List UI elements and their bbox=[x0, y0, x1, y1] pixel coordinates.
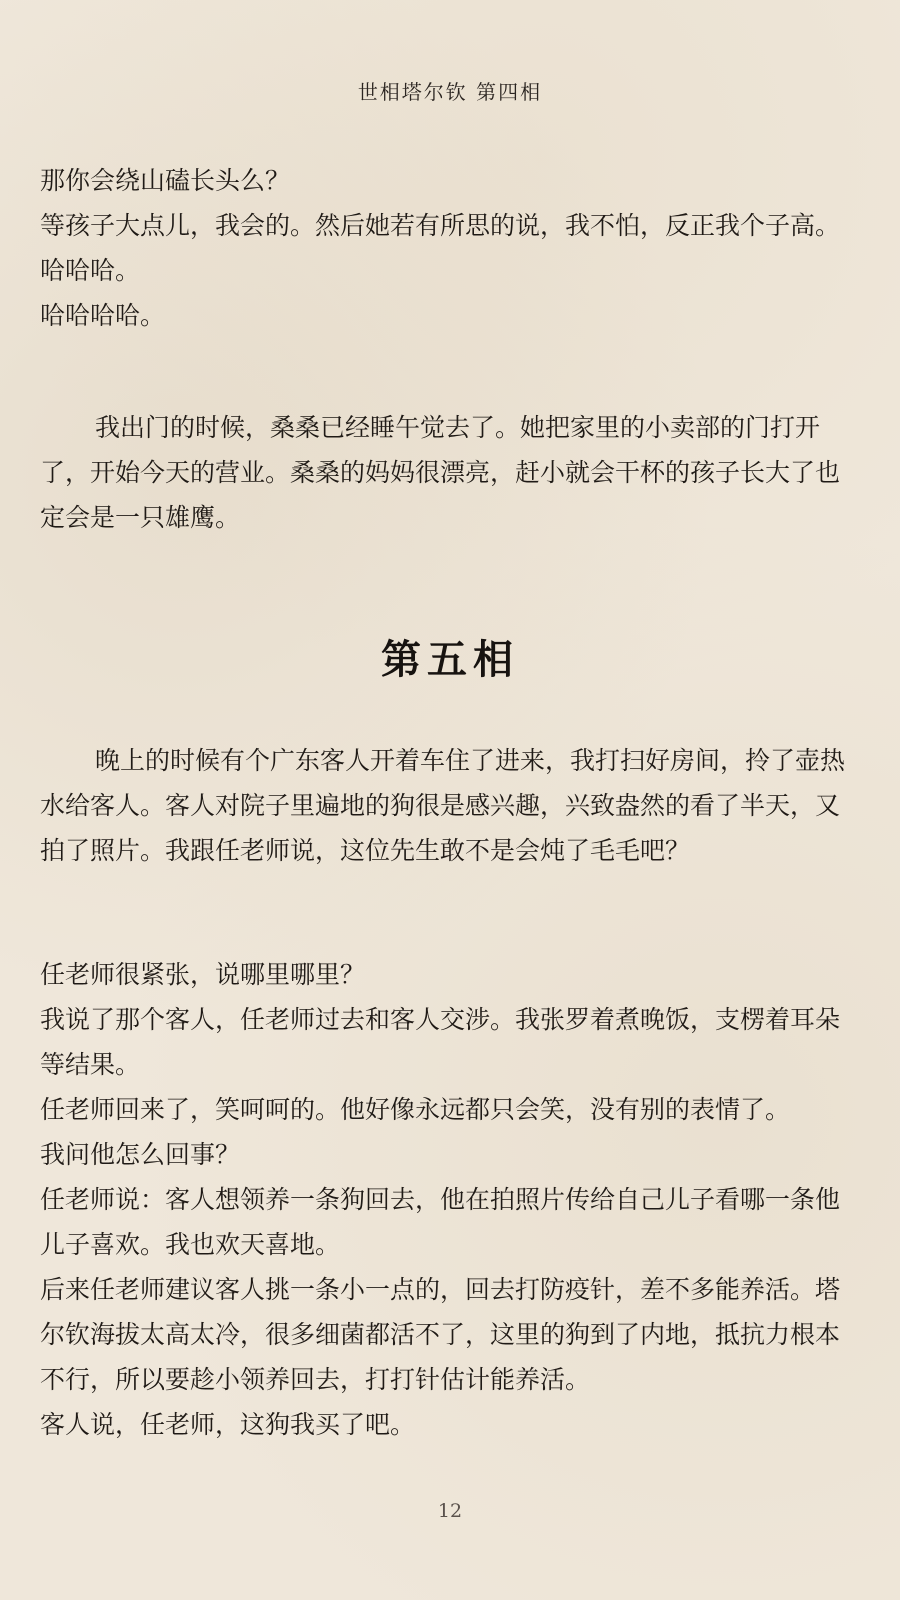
paragraph: 我出门的时候，桑桑已经睡午觉去了。她把家里的小卖部的门打开了，开始今天的营业。桑桑的妈妈很漂亮，赶小就会干杯的孩子长大了也定会是一只雄鹰。 bbox=[40, 413, 841, 532]
paragraph-block-1 bbox=[40, 405, 862, 540]
text-line: 后来任老师建议客人挑一条小一点的，回去打防疫针，差不多能养活。塔尔钦海拔太高太冷，很多细菌都活不了，这里的狗到了内地，抵抗力根本不行，所以要趁小领养回去，打打针估计能养活。 bbox=[40, 1275, 841, 1394]
text-line: 等孩子大点儿，我会的。然后她若有所思的说，我不怕，反正我个子高。 bbox=[40, 211, 841, 240]
paragraph: 晚上的时候有个广东客人开着车住了进来，我打扫好房间，拎了壶热水给客人。客人对院子里遍地的狗很是感兴趣，兴致盎然的看了半天，又拍了照片。我跟任老师说，这位先生敢不是会炖了毛毛吧？ bbox=[40, 746, 846, 865]
text-line: 哈哈哈。 bbox=[40, 256, 141, 285]
text-line: 任老师说：客人想领养一条狗回去，他在拍照片传给自己儿子看哪一条他儿子喜欢。我也欢天喜地。 bbox=[40, 1185, 841, 1259]
text-line: 我问他怎么回事？ bbox=[40, 1140, 241, 1169]
paragraph-block-2 bbox=[40, 738, 862, 873]
dialogue-block-1 bbox=[40, 158, 862, 338]
text-line: 那你会绕山磕长头么？ bbox=[40, 166, 291, 195]
text-line: 我说了那个客人，任老师过去和客人交涉。我张罗着煮晚饭，支楞着耳朵等结果。 bbox=[40, 1005, 841, 1079]
chapter-title: 第五相 bbox=[381, 637, 519, 683]
text-line: 哈哈哈哈。 bbox=[40, 301, 166, 330]
page-number: 12 bbox=[437, 1500, 463, 1522]
text-line: 客人说，任老师，这狗我买了吧。 bbox=[40, 1410, 416, 1439]
running-header: 世相塔尔钦 第四相 bbox=[357, 80, 543, 104]
text-line: 任老师回来了，笑呵呵的。他好像永远都只会笑，没有别的表情了。 bbox=[40, 1095, 791, 1124]
dialogue-block-2 bbox=[40, 952, 862, 1447]
text-line: 任老师很紧张，说哪里哪里？ bbox=[40, 960, 366, 989]
